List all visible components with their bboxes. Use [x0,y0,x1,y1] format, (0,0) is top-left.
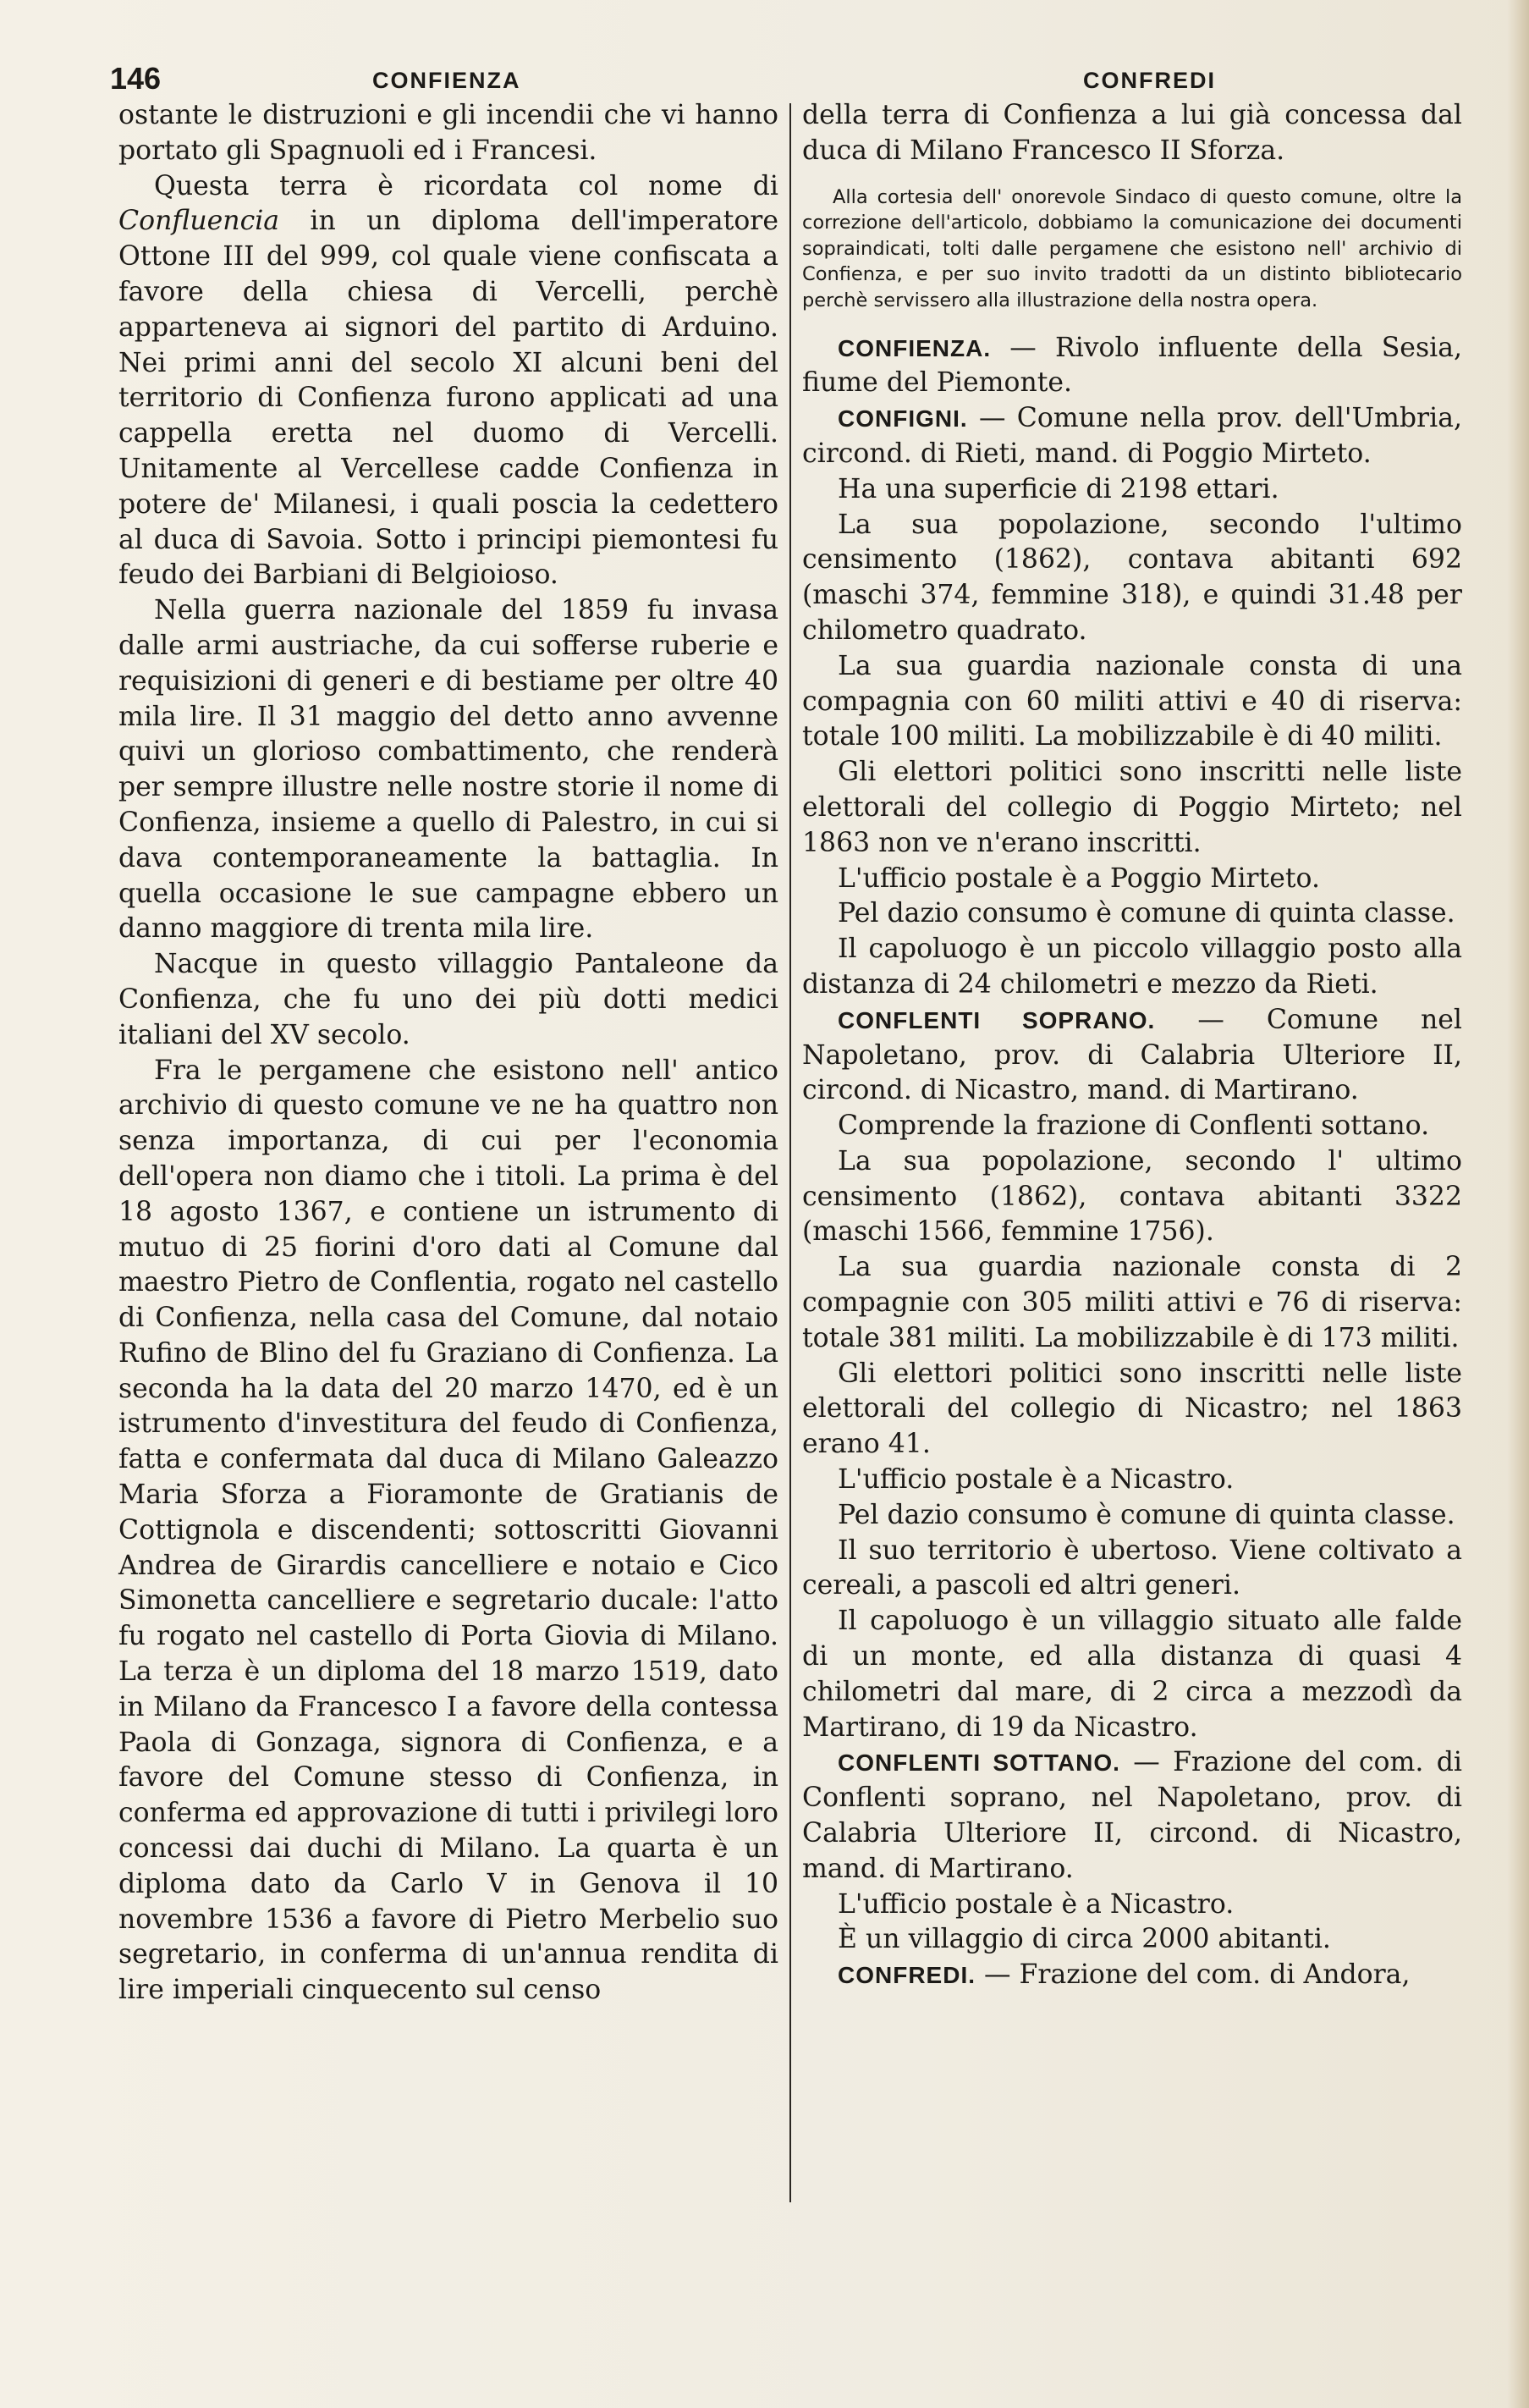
entry-text: — Frazione del com. di Andora, [976,1959,1411,1991]
paragraph: Nacque in questo villaggio Pantaleone da Confienza, che fu uno dei più dotti medici italiani del XV secolo. [118,949,778,1050]
paragraph: È un villaggio di circa 2000 abitanti. [838,1924,1331,1955]
running-head-right: CONFREDI [1083,68,1216,93]
paragraph: La sua popolazione, secondo l'ultimo censimento (1862), contava abitanti 692 (maschi 374, femmine 318), e quindi 31.48 per chilometro quadrato. [802,509,1462,646]
paragraph: Il suo territorio è ubertoso. Viene coltivato a cereali, a pascoli ed altri generi. [802,1535,1462,1601]
column-divider [789,103,791,2202]
paragraph: Gli elettori politici sono inscritti nelle liste elettorali del collegio di Poggio Mirteto; nel 1863 non ve n'erano inscritti. [802,757,1462,858]
page-number: 146 [110,61,162,96]
page-edge-shadow [1507,0,1529,2408]
entry-conflenti-soprano [802,1003,1462,1109]
paragraph: La sua guardia nazionale consta di 2 compagnie con 305 militi attivi e 76 di riserva: totale 381 militi. La mobilizzabile è di 173 militi. [802,1252,1462,1353]
paragraph: L'ufficio postale è a Poggio Mirteto. [838,862,1320,894]
paragraph: La sua popolazione, secondo l' ultimo censimento (1862), contava abitanti 3322 (maschi 1566, femmine 1756). [802,1145,1462,1248]
paragraph: L'ufficio postale è a Nicastro. [838,1464,1235,1496]
entry-headword: CONFLENTI SOTTANO. [838,1750,1120,1777]
paragraph: Comprende la frazione di Conflenti sottano. [838,1110,1430,1142]
paragraph: Fra le pergamene che esistono nell' antico archivio di questo comune ve ne ha quattro non senza importanza, di cui per l'economia dell'opera non diamo che i titoli. La prima è del 18 agosto 1367, e contiene un istrumento di mutuo di 25 fiorini d'oro dati al Comune dal maestro Pietro de Conflentia, rogato nel castello di Confienza, nella casa del Comune, dal notaio Rufino de Blino del fu Graziano di Confienza. La seconda ha la data del 20 marzo 1470, ed è un istrumento d'investitura del feudo di Confienza, fatta e confermata dal duca di Milano Galeazzo Maria Sforza a Fioramonte de Gratianis de Cottignola e discendenti; sottoscritti Giovanni Andrea de Girardis cancelliere e notaio e Cico Simonetta cancelliere e segretario ducale: l'atto fu rogato nel castello di Porta Giovia di Milano. La terza è un diploma del 18 marzo 1519, dato in Milano da Francesco I a favore della contessa Paola di Gonzaga, signora di Confienza, e a favore del Comune stesso di Confienza, in conferma ed approvazione di tutti i privilegi loro concessi dai duchi di Milano. La quarta è un diploma dato da Carlo V in Genova il 10 novembre 1536 a favore di Pietro Merbelio suo segretario, in conferma di un'annua rendita di lire imperiali cinquecento sul censo [118,1055,778,2006]
entry-headword: CONFREDI. [838,1962,976,1989]
italic-term: Confluencia [118,206,280,237]
entry-conflenti-sottano [802,1745,1462,1887]
footnote: Alla cortesia dell' onorevole Sindaco di questo comune, oltre la correzione dell'articolo, dobbiamo la comunicazione dei documenti sopraindicati, tolti dalle pergamene che esistono nell' archivio di Confienza, e per suo invito tradotti da un distinto bibliotecario perchè servissero alla illustrazione della nostra opera. [802,185,1462,311]
entry-confredi [802,1958,1462,1993]
entry-confienza [802,331,1462,402]
entry-headword: CONFIENZA. [838,334,992,361]
entry-text: — Frazione del com. di Conflenti soprano, nel Napoletano, prov. di Calabria Ulteriore II, circond. di Nicastro, mand. di Martirano. [802,1747,1462,1884]
paragraph: Nella guerra nazionale del 1859 fu invasa dalle armi austriache, da cui sofferse ruberie e requisizioni di generi e di bestiame per oltre 40 mila lire. Il 31 maggio del detto anno avvenne quivi un glorioso combattimento, che renderà per sempre illustre nelle nostre storie il nome di Confienza, insieme a quello di Palestro, in cui si dava contemporaneamente la battaglia. In quella occasione le sue campagne ebbero un danno maggiore di trenta mila lire. [118,595,778,945]
paragraph: Pel dazio consumo è comune di quinta classe. [838,1499,1455,1530]
text-run: Questa terra è ricordata col nome di [154,170,778,201]
entry-text: — Comune nel Napoletano, prov. di Calabria Ulteriore II, circond. di Nicastro, mand. di Martirano. [802,1004,1462,1106]
entry-configni [802,401,1462,472]
right-column [802,98,1462,1993]
entry-headword: CONFIGNI. [838,405,968,433]
paragraph: ostante le distruzioni e gli incendii che vi hanno portato gli Spagnuoli ed i Francesi. [118,100,778,166]
paragraph: Pel dazio consumo è comune di quinta classe. [838,898,1455,929]
paragraph: Ha una superficie di 2198 ettari. [838,473,1279,504]
running-head-left: CONFIENZA [372,68,521,93]
paragraph [118,169,778,594]
entry-text: — Comune nella prov. dell'Umbria, circond. di Rieti, mand. di Poggio Mirteto. [802,403,1462,469]
paragraph: Gli elettori politici sono inscritti nelle liste elettorali del collegio di Nicastro; nel 1863 erano 41. [802,1358,1462,1460]
paragraph: La sua guardia nazionale consta di una compagnia con 60 militi attivi e 40 di riserva: totale 100 militi. La mobilizzabile è di 40 militi. [802,650,1462,752]
paragraph: Il capoluogo è un villaggio situato alle falde di un monte, ed alla distanza di quasi 4 chilometri dal mare, di 2 circa a mezzodì da Martirano, di 19 da Nicastro. [802,1606,1462,1743]
entry-headword: CONFLENTI SOPRANO. [838,1006,1156,1033]
page-header [102,61,1455,103]
text-run: in un diploma dell'imperatore Ottone III del 999, col quale viene confiscata a favore della chiesa di Vercelli, perchè apparteneva ai signori del partito di Arduino. Nei primi anni del secolo XI alcuni beni del territorio di Confienza furono applicati ad una cappella eretta nel duomo di Vercelli. Unitamente al Vercellese cadde Confienza in potere de' Milanesi, i quali poscia la cedettero al duca di Savoia. Sotto i principi piemontesi fu feudo dei Barbiani di Belgioioso. [118,206,778,591]
paragraph: Il capoluogo è un piccolo villaggio posto alla distanza di 24 chilometri e mezzo da Rieti. [802,934,1462,1000]
paragraph: L'ufficio postale è a Nicastro. [838,1888,1235,1920]
paragraph: della terra di Confienza a lui già concessa dal duca di Milano Francesco II Sforza. [802,100,1462,166]
left-column [118,98,778,2009]
entry-text: — Rivolo influente della Sesia, fiume del Piemonte. [802,332,1462,399]
